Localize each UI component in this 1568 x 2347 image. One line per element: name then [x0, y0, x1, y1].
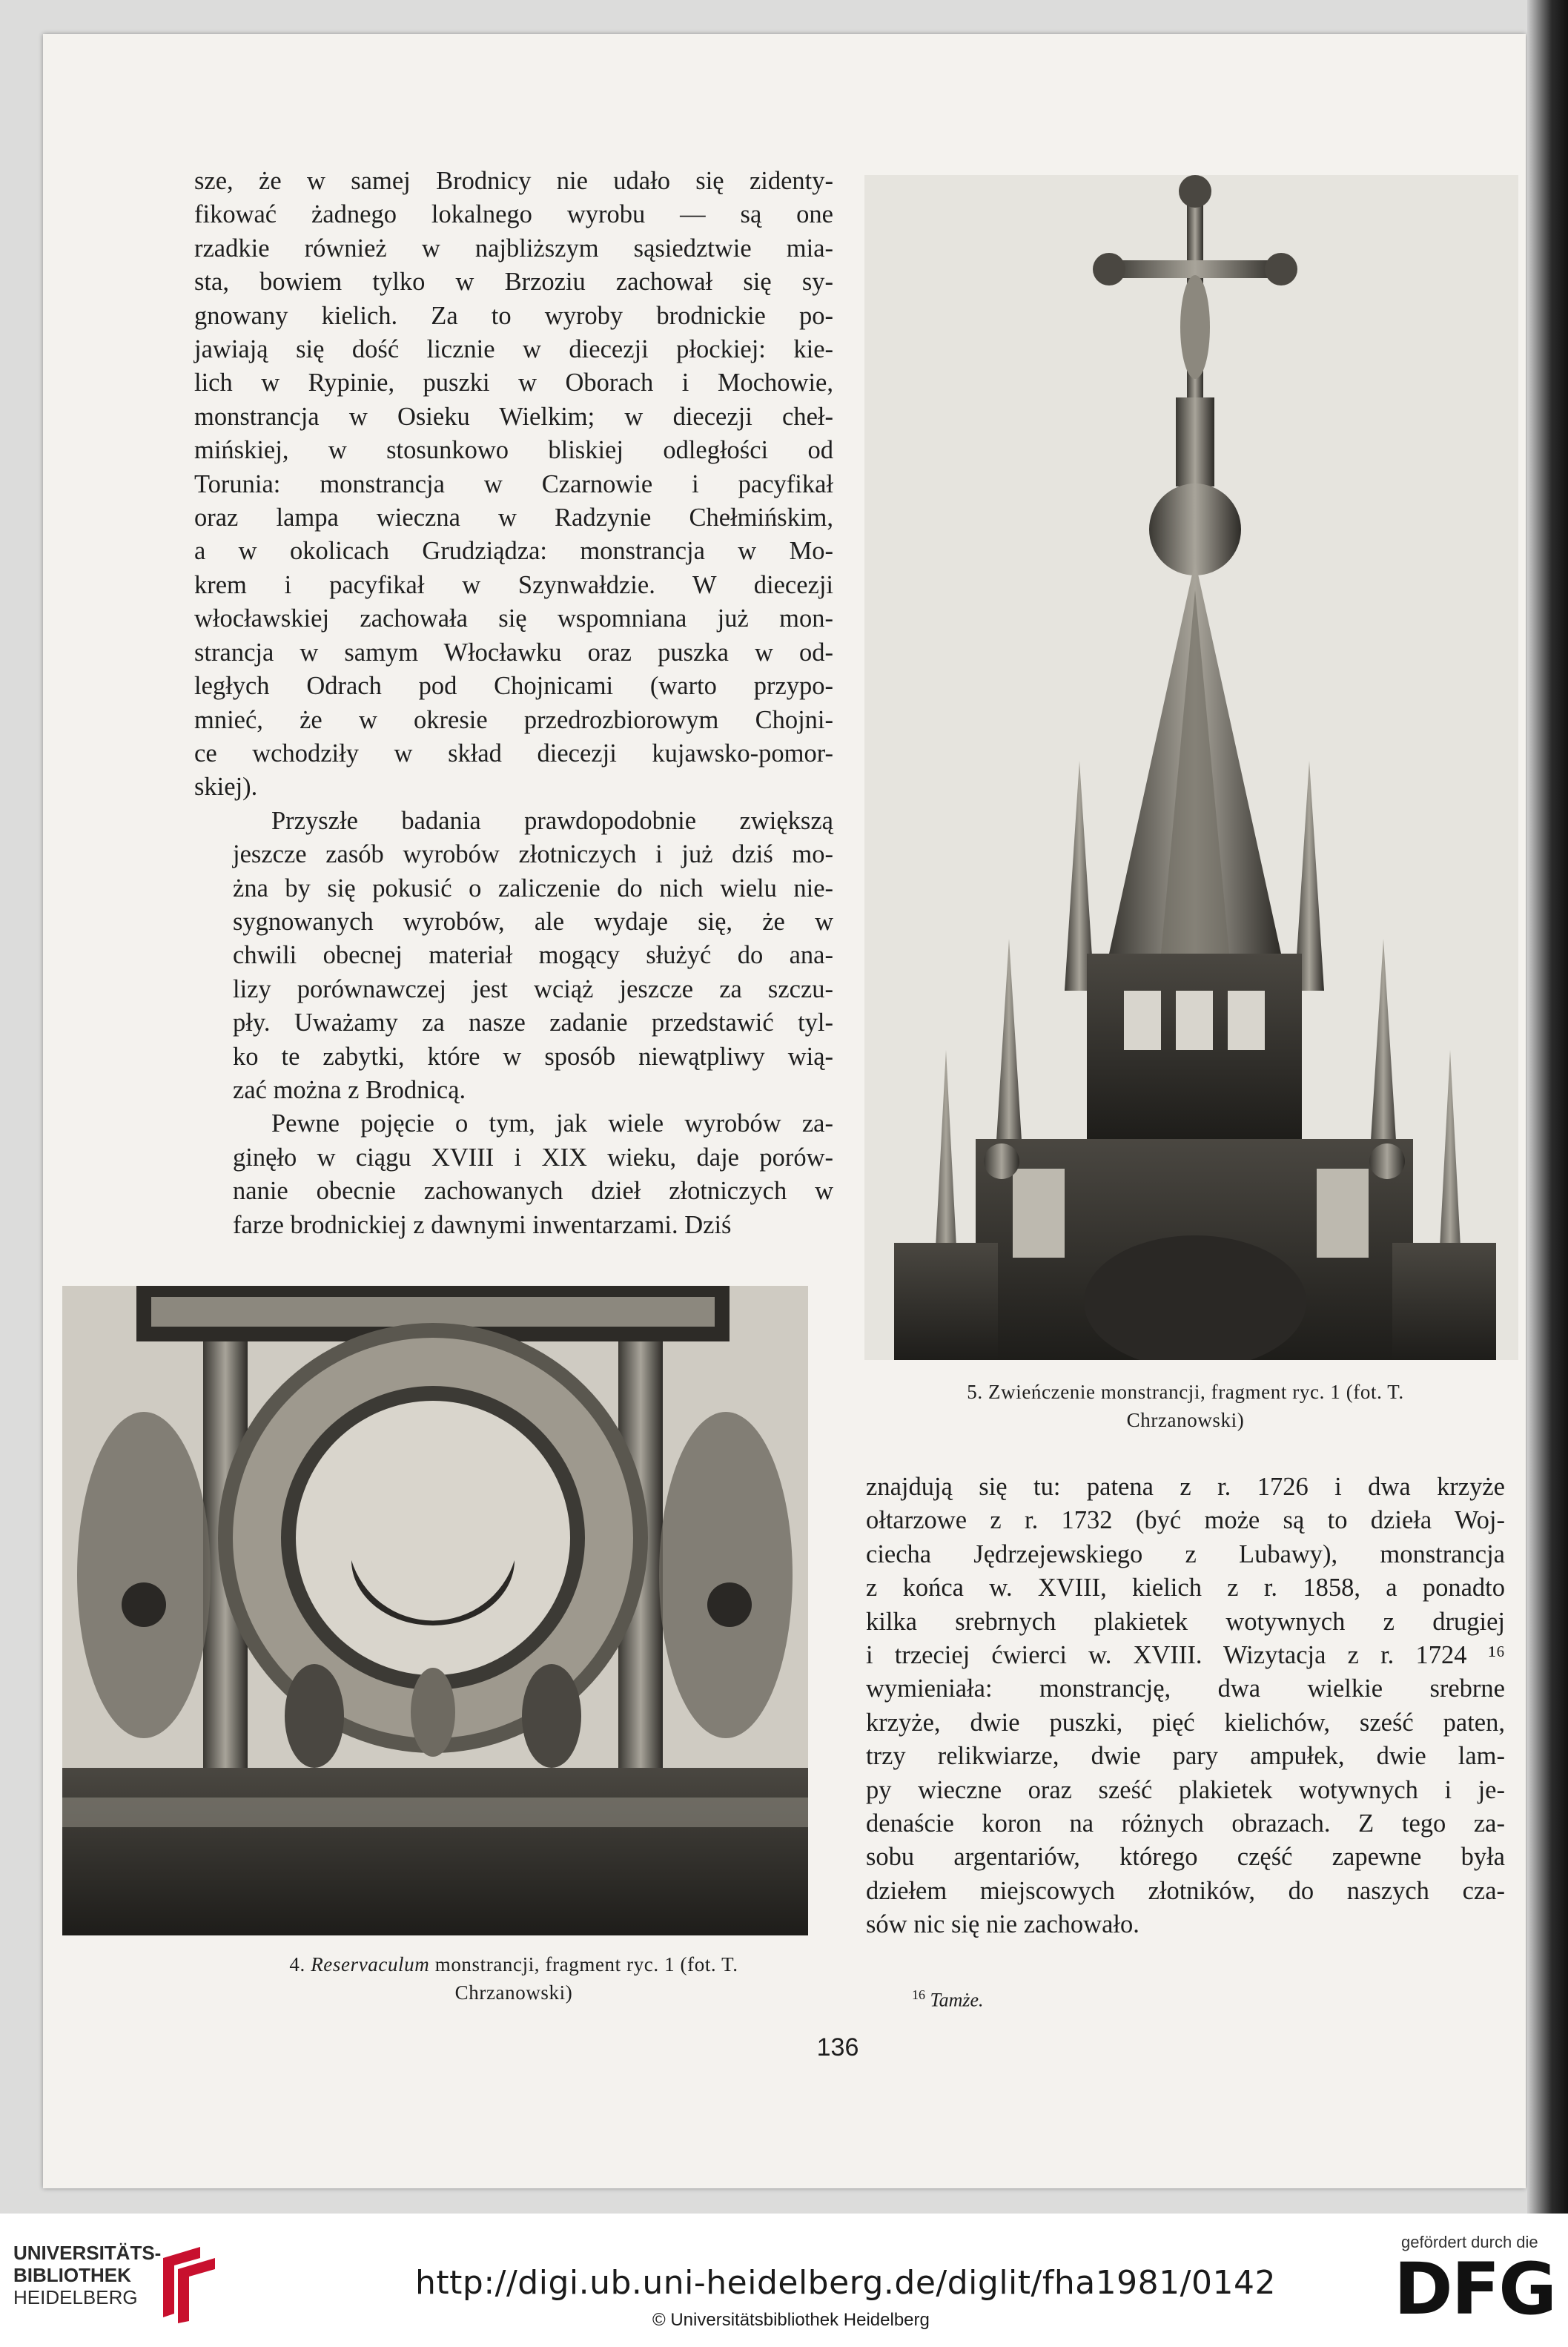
text-line: ołtarzowe z r. 1732 (być może są to dzieła Woj- [866, 1506, 1505, 1535]
text-line: ginęło w ciągu XVIII i XIX wieku, daje porów- [233, 1143, 833, 1172]
left-text-column [194, 165, 833, 1242]
text-line: farze brodnickiej z dawnymi inwentarzami. Dziś [233, 1210, 732, 1239]
figure-5-caption-line1: 5. Zwieńczenie monstrancji, fragment ryc. 1 (fot. T. [967, 1381, 1404, 1403]
text-line: sze, że w samej Brodnicy nie udało się zidenty- [194, 167, 833, 195]
text-line: jawiają się dość licznie w diecezji płockiej: kie- [194, 335, 833, 364]
figure-4-caption-rest: monstrancji, fragment ryc. 1 (fot. T. [434, 1953, 738, 1975]
library-name-line3: HEIDELBERG [13, 2286, 138, 2308]
text-line: ce wchodziły w skład diecezji kujawsko-pomor- [194, 739, 833, 768]
text-line: skiej). [194, 773, 258, 802]
right-text-column [866, 1470, 1505, 1942]
text-line: z końca w. XVIII, kielich z r. 1858, a ponadto [866, 1574, 1505, 1602]
figure-4-caption-line2: Chrzanowski) [454, 1981, 573, 2004]
text-line: fikować żadnego lokalnego wyrobu — są one [194, 200, 833, 229]
figure-5-monstrance-spire-photo [864, 175, 1518, 1360]
text-line: ciecha Jędrzejewskiego z Lubawy), monstrancja [866, 1539, 1505, 1568]
text-line: i trzeciej ćwierci w. XVIII. Wizytacja z r. 1724 ¹⁶ [866, 1641, 1505, 1670]
paragraph [194, 805, 833, 1108]
text-line: gnowany kielich. Za to wyroby brodnickie po- [194, 301, 833, 330]
library-name [13, 2242, 161, 2308]
figure-5-caption-line2: Chrzanowski) [1126, 1409, 1245, 1431]
text-line: jeszcze zasób wyrobów złotniczych i już dziś mo- [233, 840, 833, 869]
text-line: zać można z Brodnicą. [233, 1075, 466, 1104]
reservaculum-illustration [62, 1286, 808, 1935]
paragraph [194, 1107, 833, 1242]
figure-4-reservaculum-photo [62, 1286, 808, 1935]
library-logo-icon [156, 2243, 222, 2325]
page-edge-shadow [1527, 0, 1568, 2214]
footnote [912, 1987, 984, 2012]
text-line: krzyże, dwie puszki, pięć kielichów, sześć paten, [866, 1708, 1505, 1737]
text-line: żna by się pokusić o zaliczenie do nich wielu nie- [233, 874, 833, 902]
text-line: kilka srebrnych plakietek wotywnych z drugiej [866, 1607, 1505, 1636]
text-line: Przyszłe badania prawdopodobnie zwiększą [271, 806, 833, 835]
text-line: ległych Odrach pod Chojnicami (warto przypo- [194, 672, 833, 701]
text-line: sygnowanych wyrobów, ale wydaje się, że w [233, 907, 833, 936]
figure-5-caption [866, 1378, 1505, 1434]
paragraph [194, 165, 833, 805]
copyright-notice: © Universitätsbibliothek Heidelberg [652, 2310, 930, 2330]
text-line: lizy porównawczej jest wciąż jeszcze za szczu- [233, 974, 833, 1003]
text-line: sów nic się nie zachowało. [866, 1910, 1139, 1939]
text-line: rzadkie również w najbliższym sąsiedztwie mia- [194, 234, 833, 263]
text-line: oraz lampa wieczna w Radzynie Chełmińskim, [194, 504, 833, 532]
text-line: Pewne pojęcie o tym, jak wiele wyrobów za- [271, 1109, 833, 1138]
text-line: monstrancja w Osieku Wielkim; w diecezji cheł- [194, 402, 833, 431]
dfg-logo: DFG [1394, 2248, 1556, 2331]
text-line: dziełem miejscowych złotników, do naszych cza- [866, 1876, 1505, 1905]
text-line: krem i pacyfikał w Szynwałdzie. W diecezji [194, 570, 833, 599]
text-line: trzy relikwiarze, dwie pary ampułek, dwie lam- [866, 1742, 1505, 1771]
text-line: nanie obecnie zachowanych dzieł złotniczych w [233, 1177, 833, 1206]
text-line: wymieniała: monstrancję, dwa wielkie srebrne [866, 1674, 1505, 1703]
text-line: znajdują się tu: patena z r. 1726 i dwa krzyże [866, 1473, 1505, 1501]
monstrance-spire-illustration [864, 175, 1518, 1360]
library-name-line1: UNIVERSITÄTS- [13, 2242, 162, 2264]
footnote-text: Tamże. [930, 1989, 984, 2011]
library-name-line2: BIBLIOTHEK [13, 2264, 131, 2286]
text-line: sobu argentariów, którego część zapewne była [866, 1843, 1505, 1872]
text-line: lich w Rypinie, puszki w Oborach i Mochowie, [194, 369, 833, 397]
text-line: mińskiej, w stosunkowo bliskiej odległości od [194, 436, 833, 465]
text-line: py wieczne oraz sześć plakietek wotywnych i je- [866, 1775, 1505, 1804]
text-line: sta, bowiem tylko w Brzoziu zachował się sy- [194, 268, 833, 297]
figure-4-caption-italic-term: Reservaculum [311, 1953, 430, 1975]
permalink-url[interactable]: http://digi.ub.uni-heidelberg.de/diglit/fha1981/0142 [415, 2264, 1276, 2302]
text-line: ko te zabytki, które w sposób niewątpliwy wią- [233, 1042, 833, 1071]
text-line: strancja w samym Włocławku oraz puszka w od- [194, 638, 833, 667]
text-line: Torunia: monstrancja w Czarnowie i pacyfikał [194, 469, 833, 498]
text-line: denaście koron na różnych obrazach. Z tego za- [866, 1809, 1505, 1838]
text-line: chwili obecnej materiał mogący służyć do ana- [233, 941, 833, 970]
figure-4-caption [194, 1950, 833, 2007]
text-line: mnieć, że w okresie przedrozbiorowym Chojni- [194, 705, 833, 734]
text-line: włocławskiej zachowała się wspomniana już mon- [194, 604, 833, 633]
text-line: a w okolicach Grudziądza: monstrancja w Mo- [194, 537, 833, 566]
page-number: 136 [816, 2033, 859, 2062]
footer-bar [0, 2214, 1568, 2347]
footnote-number: 16 [912, 1987, 925, 2002]
text-line: pły. Uważamy za nasze zadanie przedstawić tyl- [233, 1009, 833, 1037]
figure-4-caption-number: 4. [289, 1953, 305, 1975]
dfg-funding-note: gefördert durch die [1401, 2233, 1538, 2251]
